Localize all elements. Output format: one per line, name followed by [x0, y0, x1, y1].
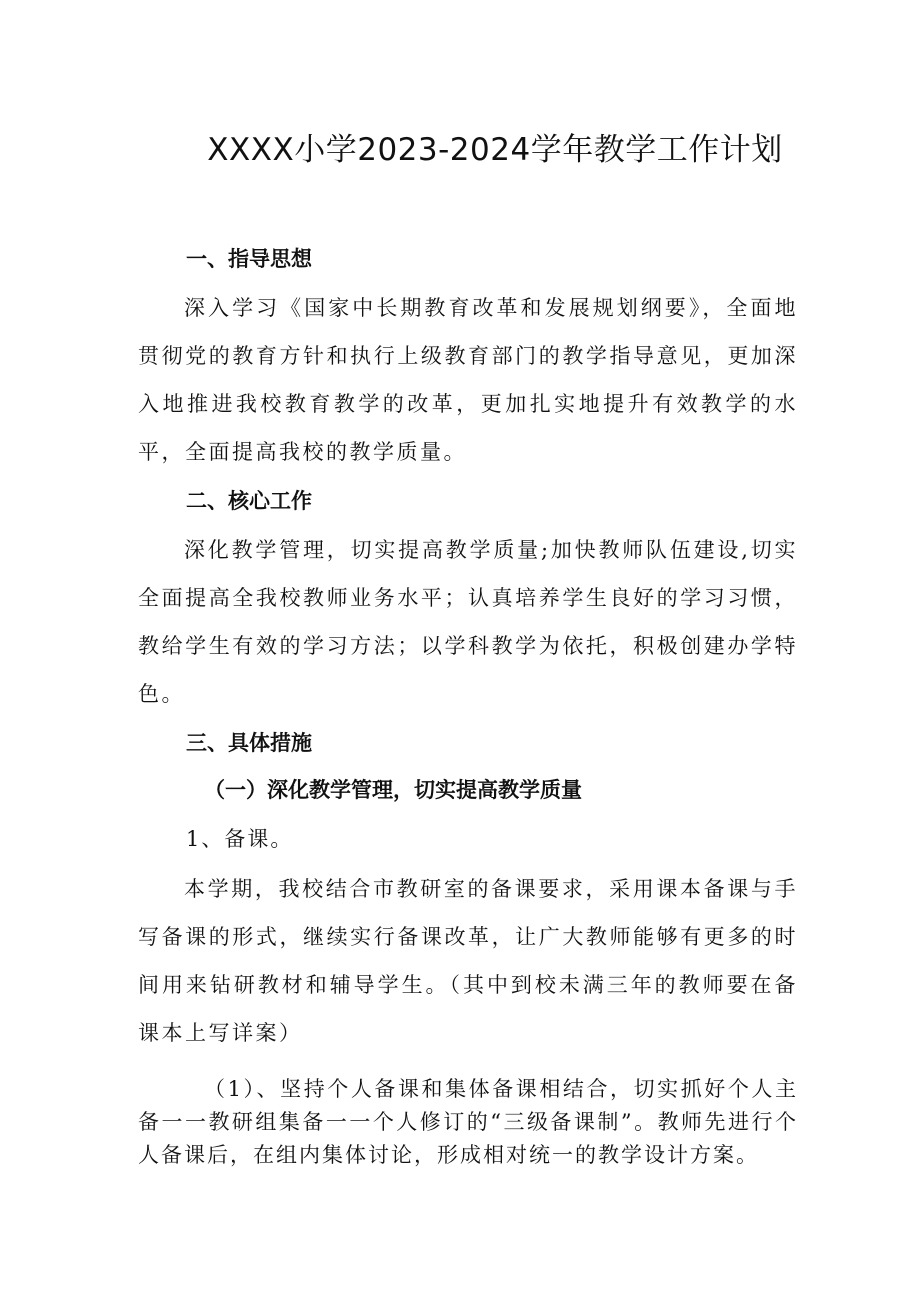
section-heading-specific-measures: 三、具体措施 — [186, 731, 312, 755]
core-work-paragraph: 深化教学管理，切实提高教学质量;加快教师队伍建设,切实全面提高全我校教师业务水平；认真培养学生良好的学习习惯，教给学生有效的学习方法；以学科教学为依托，积极创建办学特色。 — [138, 538, 798, 706]
document-title: XXXX小学2023-2024学年教学工作计划 — [207, 132, 783, 168]
subheading-teaching-management: （一）深化教学管理，切实提高教学质量 — [204, 778, 582, 802]
guiding-ideology-paragraph: 深入学习《国家中长期教育改革和发展规划纲要》，全面地贯彻党的教育方针和执行上级教育部门的教学指导意见，更加深入地推进我校教育教学的改革，更加扎实地提升有效教学的水平，全面提高我校的教学质量。 — [138, 296, 798, 464]
three-level-preparation-paragraph: （1）、坚持个人备课和集体备课相结合，切实抓好个人主备一一教研组集备一一个人修订的“三级备课制”。教师先进行个人备课后，在组内集体讨论，形成相对统一的教学设计方案。 — [138, 1077, 798, 1167]
lesson-preparation-paragraph: 本学期，我校结合市教研室的备课要求，采用课本备课与手写备课的形式，继续实行备课改革，让广大教师能够有更多的时间用来钻研教材和辅导学生。（其中到校未满三年的教师要在备课本上写详案） — [138, 877, 798, 1045]
section-heading-guiding-ideology: 一、指导思想 — [186, 247, 312, 271]
section-heading-core-work: 二、核心工作 — [186, 489, 312, 513]
item-lesson-preparation: 1、备课。 — [186, 827, 294, 851]
